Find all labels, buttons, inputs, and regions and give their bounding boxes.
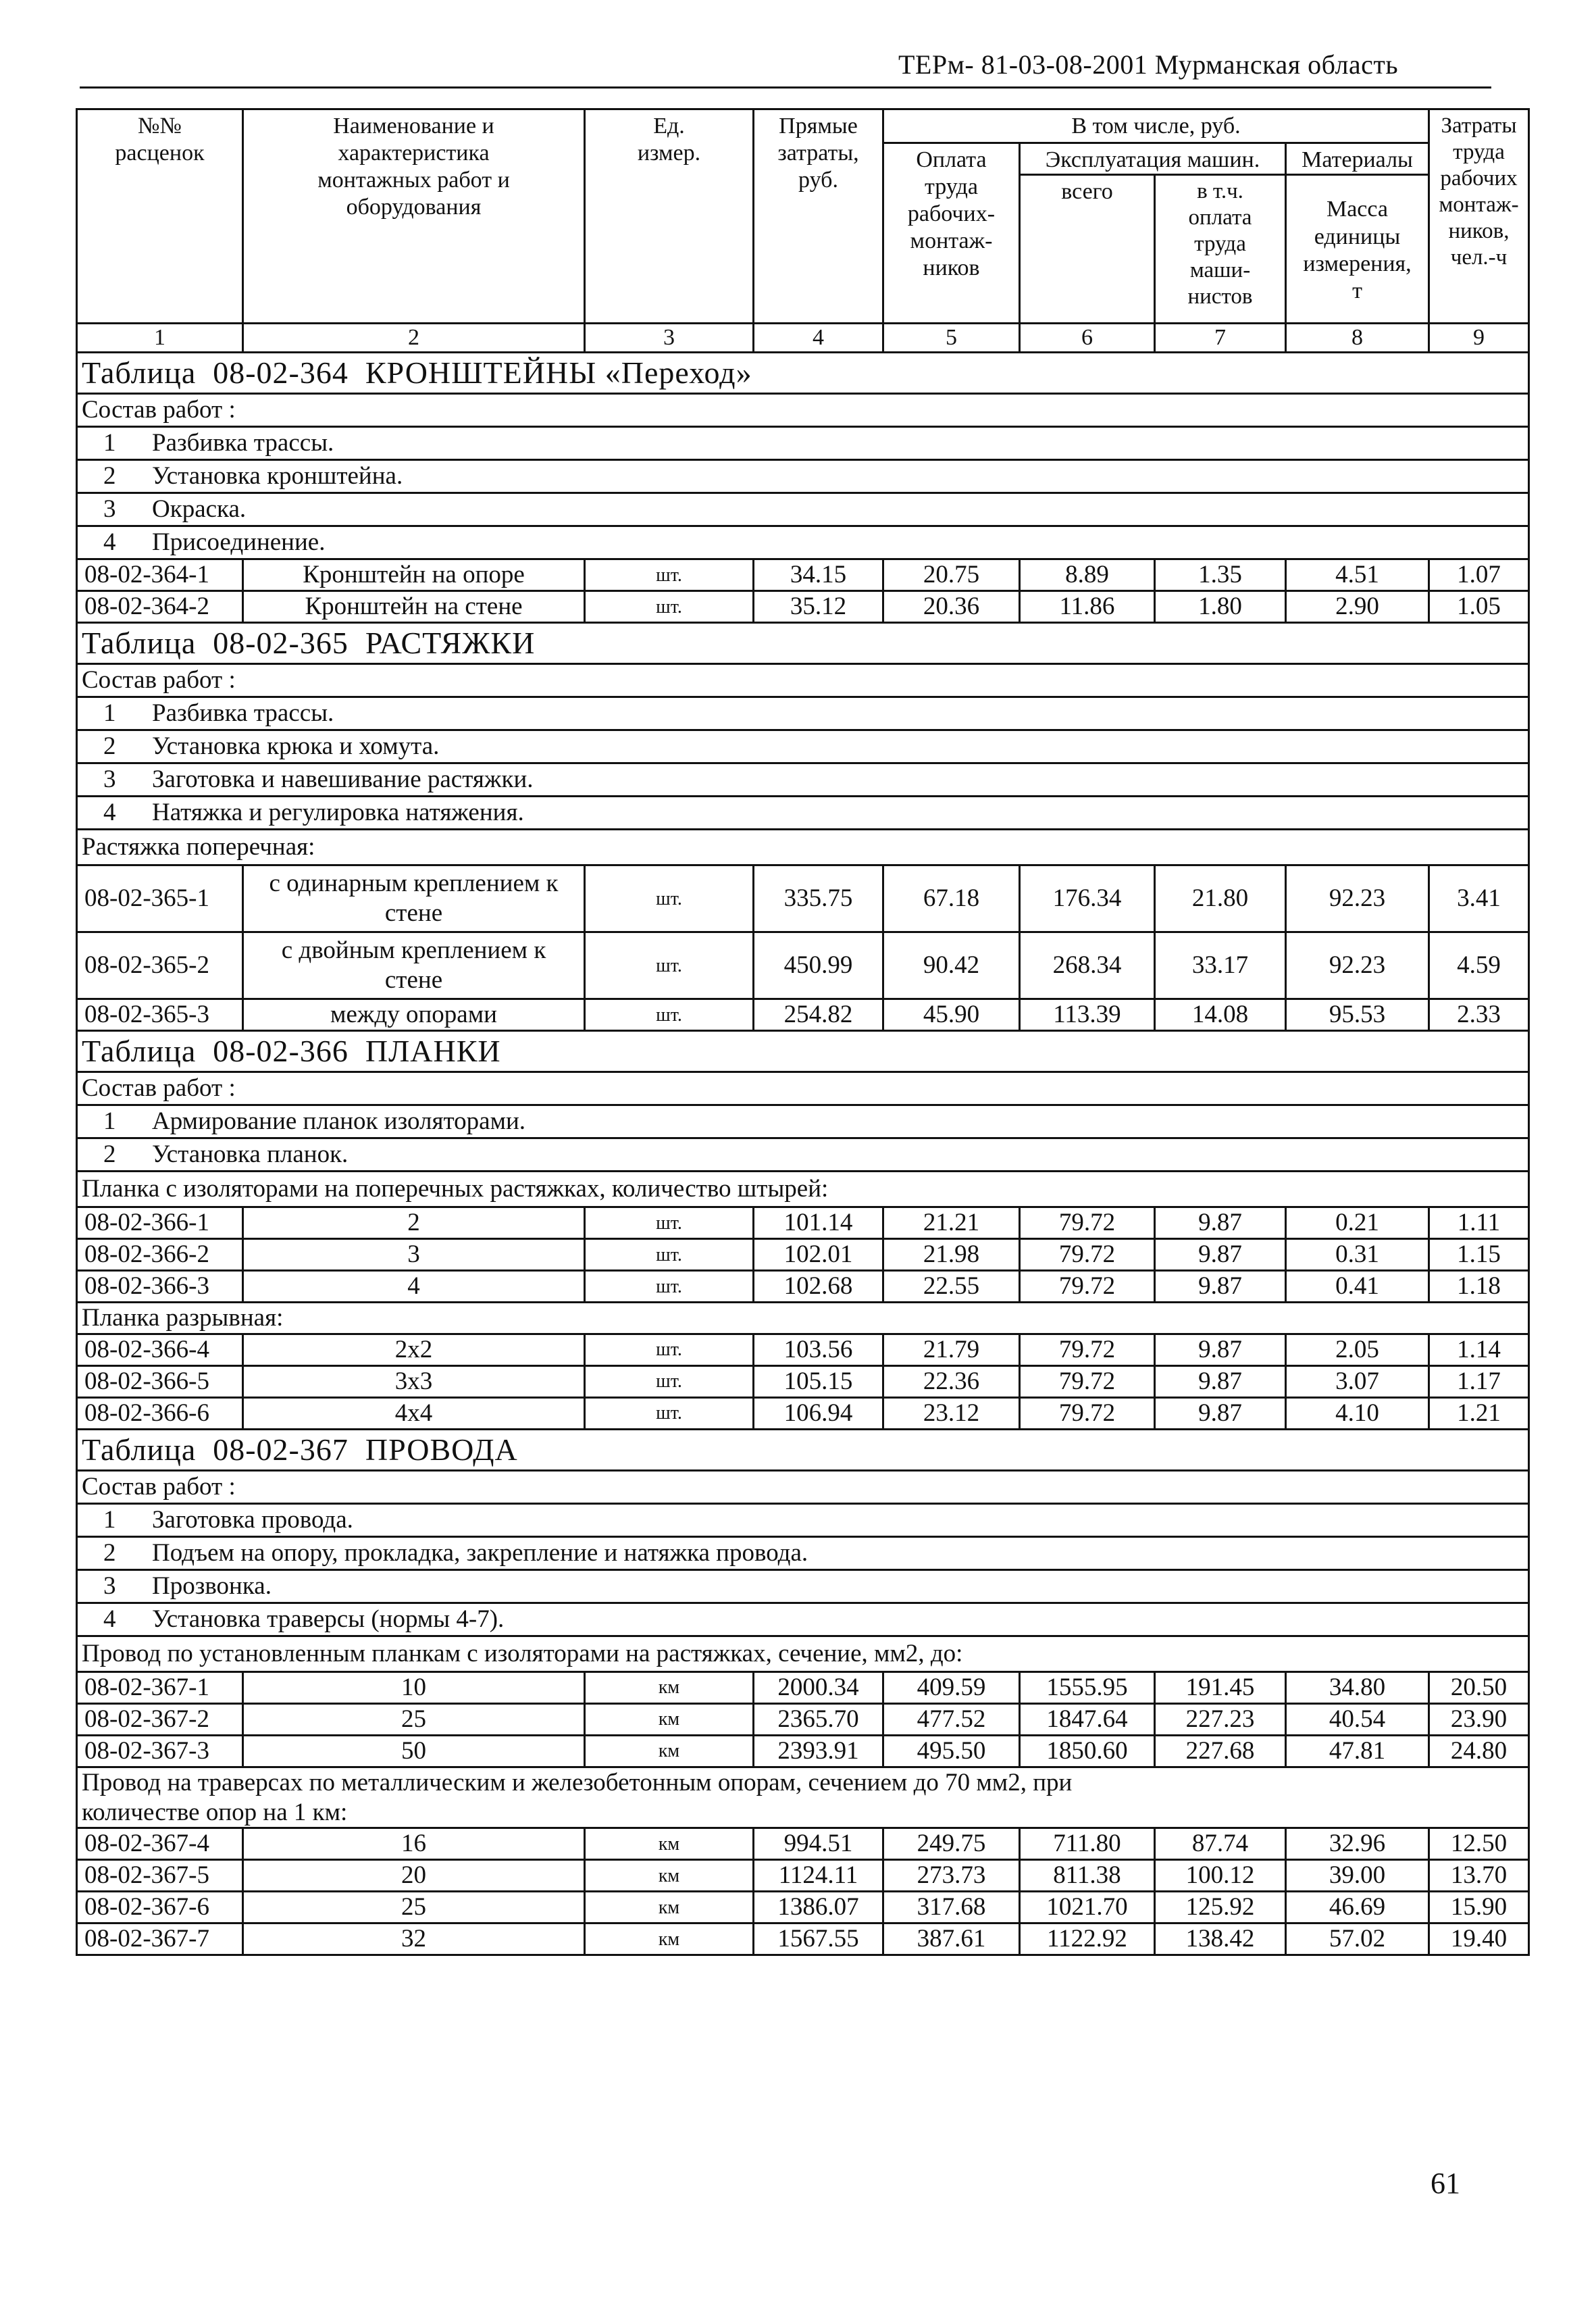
unit-mass: 47.81 <box>1286 1735 1429 1767</box>
unit-mass: 92.23 <box>1286 865 1429 932</box>
direct-costs: 2365.70 <box>754 1703 883 1735</box>
direct-costs: 2000.34 <box>754 1671 883 1703</box>
direct-costs: 103.56 <box>754 1334 883 1365</box>
unit-mass: 0.21 <box>1286 1207 1429 1239</box>
subheading-text: Планка разрывная: <box>77 1303 1529 1334</box>
rate-code: 08-02-367-6 <box>77 1892 243 1923</box>
work-step-label: Окраска. <box>152 495 247 524</box>
table-row <box>77 591 1529 623</box>
table-row <box>77 1923 1529 1955</box>
rate-code: 08-02-366-2 <box>77 1239 243 1271</box>
machinists-pay: 87.74 <box>1155 1828 1286 1860</box>
machines-total: 79.72 <box>1020 1271 1155 1303</box>
header-machinists-pay: в т.ч. оплата труда маши- нистов <box>1155 175 1286 324</box>
subheading-text: Растяжка поперечная: <box>77 830 1529 865</box>
work-name: 3х3 <box>243 1365 585 1397</box>
machinists-pay: 9.87 <box>1155 1207 1286 1239</box>
unit-mass: 2.90 <box>1286 591 1429 623</box>
work-step-label: Установка крюка и хомута. <box>152 732 440 761</box>
section-title <box>77 353 1529 394</box>
unit-mass: 2.05 <box>1286 1334 1429 1365</box>
work-step-label: Разбивка трассы. <box>152 699 334 728</box>
unit: шт. <box>585 865 754 932</box>
unit: км <box>585 1671 754 1703</box>
machines-total: 268.34 <box>1020 932 1155 999</box>
machines-total: 79.72 <box>1020 1397 1155 1429</box>
unit-mass: 39.00 <box>1286 1860 1429 1892</box>
machines-total: 176.34 <box>1020 865 1155 932</box>
work-step-text <box>77 1138 1529 1172</box>
table-row <box>77 1892 1529 1923</box>
unit-mass: 34.80 <box>1286 1671 1429 1703</box>
rate-code: 08-02-364-1 <box>77 559 243 591</box>
composition-label-text: Состав работ : <box>77 664 1529 697</box>
work-step-number: 2 <box>103 462 116 491</box>
page-number: 61 <box>1431 2167 1460 2200</box>
work-step-text <box>77 1569 1529 1603</box>
header-machines-total: всего <box>1020 175 1155 324</box>
table-row <box>77 559 1529 591</box>
labor-hours: 1.15 <box>1429 1239 1529 1271</box>
rate-code: 08-02-366-6 <box>77 1397 243 1429</box>
machinists-pay: 125.92 <box>1155 1892 1286 1923</box>
work-step-label: Установка траверсы (нормы 4-7). <box>152 1605 505 1634</box>
unit-mass: 32.96 <box>1286 1828 1429 1860</box>
labor-hours: 1.11 <box>1429 1207 1529 1239</box>
unit: км <box>585 1828 754 1860</box>
composition-label <box>77 1072 1529 1105</box>
labor-pay: 90.42 <box>883 932 1020 999</box>
table-row <box>77 999 1529 1031</box>
machinists-pay: 9.87 <box>1155 1365 1286 1397</box>
header-materials: Материалы <box>1286 143 1429 175</box>
unit: шт. <box>585 559 754 591</box>
labor-pay: 20.75 <box>883 559 1020 591</box>
machinists-pay: 9.87 <box>1155 1271 1286 1303</box>
direct-costs: 102.01 <box>754 1239 883 1271</box>
section-title-text <box>77 1429 1529 1470</box>
work-step-label: Разбивка трассы. <box>152 429 334 457</box>
labor-pay: 22.36 <box>883 1365 1020 1397</box>
rate-code: 08-02-367-5 <box>77 1860 243 1892</box>
rate-code: 08-02-365-1 <box>77 865 243 932</box>
subheading <box>77 830 1529 865</box>
work-step-label: Натяжка и регулировка натяжения. <box>152 799 524 827</box>
labor-hours: 24.80 <box>1429 1735 1529 1767</box>
unit-mass: 95.53 <box>1286 999 1429 1031</box>
work-name: 10 <box>243 1671 585 1703</box>
column-number: 4 <box>754 324 883 353</box>
work-step-number: 2 <box>103 1140 116 1169</box>
work-step-number: 4 <box>103 799 116 827</box>
direct-costs: 35.12 <box>754 591 883 623</box>
labor-hours: 1.07 <box>1429 559 1529 591</box>
work-step-number: 2 <box>103 732 116 761</box>
direct-costs: 2393.91 <box>754 1735 883 1767</box>
unit-mass: 4.51 <box>1286 559 1429 591</box>
unit: км <box>585 1860 754 1892</box>
work-name: 25 <box>243 1892 585 1923</box>
work-step-number: 4 <box>103 528 116 557</box>
work-step-text <box>77 763 1529 797</box>
labor-pay: 495.50 <box>883 1735 1020 1767</box>
rate-code: 08-02-365-2 <box>77 932 243 999</box>
unit-mass: 4.10 <box>1286 1397 1429 1429</box>
section-title <box>77 623 1529 664</box>
direct-costs: 450.99 <box>754 932 883 999</box>
direct-costs: 102.68 <box>754 1271 883 1303</box>
labor-hours: 1.05 <box>1429 591 1529 623</box>
composition-label <box>77 1470 1529 1503</box>
labor-hours: 1.17 <box>1429 1365 1529 1397</box>
running-head: ТЕРм- 81-03-08-2001 Мурманская область <box>898 49 1399 80</box>
rate-code: 08-02-367-1 <box>77 1671 243 1703</box>
work-step-number: 4 <box>103 1605 116 1634</box>
labor-hours: 1.18 <box>1429 1271 1529 1303</box>
composition-label-text: Состав работ : <box>77 394 1529 427</box>
work-step-text <box>77 493 1529 526</box>
column-number: 2 <box>243 324 585 353</box>
header-labor-hours: Затраты труда рабочих монтаж- ников, чел.-ч <box>1429 109 1529 324</box>
work-step <box>77 1138 1529 1172</box>
header-including: В том числе, руб. <box>883 109 1429 143</box>
labor-pay: 67.18 <box>883 865 1020 932</box>
labor-hours: 3.41 <box>1429 865 1529 932</box>
unit: шт. <box>585 1397 754 1429</box>
labor-pay: 409.59 <box>883 1671 1020 1703</box>
direct-costs: 335.75 <box>754 865 883 932</box>
rate-code: 08-02-366-5 <box>77 1365 243 1397</box>
table-row <box>77 1239 1529 1271</box>
column-numbers <box>77 324 1529 353</box>
work-step-label: Заготовка провода. <box>152 1506 353 1534</box>
work-step-label: Армирование планок изоляторами. <box>152 1107 526 1136</box>
labor-pay: 21.79 <box>883 1334 1020 1365</box>
section-title-label: Таблица 08-02-365 РАСТЯЖКИ <box>82 626 536 661</box>
table-row <box>77 1397 1529 1429</box>
column-number: 7 <box>1155 324 1286 353</box>
table-row <box>77 1334 1529 1365</box>
work-step-text <box>77 1105 1529 1138</box>
composition-label <box>77 394 1529 427</box>
labor-pay: 273.73 <box>883 1860 1020 1892</box>
unit: шт. <box>585 1334 754 1365</box>
work-step-label: Прозвонка. <box>152 1572 272 1601</box>
direct-costs: 105.15 <box>754 1365 883 1397</box>
section-title-text <box>77 623 1529 664</box>
labor-pay: 387.61 <box>883 1923 1020 1955</box>
unit: шт. <box>585 1207 754 1239</box>
header-unit-mass: Масса единицы измерения, т <box>1286 175 1429 324</box>
column-number: 3 <box>585 324 754 353</box>
section-title-text <box>77 1031 1529 1072</box>
column-number: 9 <box>1429 324 1529 353</box>
table-row <box>77 865 1529 932</box>
labor-pay: 317.68 <box>883 1892 1020 1923</box>
header-labor-pay: Оплата труда рабочих- монтаж- ников <box>883 143 1020 324</box>
machinists-pay: 1.35 <box>1155 559 1286 591</box>
work-name: Кронштейн на опоре <box>243 559 585 591</box>
work-step-number: 1 <box>103 699 116 728</box>
machinists-pay: 138.42 <box>1155 1923 1286 1955</box>
unit-mass: 40.54 <box>1286 1703 1429 1735</box>
work-step-number: 3 <box>103 495 116 524</box>
work-step <box>77 797 1529 830</box>
machinists-pay: 227.68 <box>1155 1735 1286 1767</box>
unit-mass: 0.31 <box>1286 1239 1429 1271</box>
unit: км <box>585 1703 754 1735</box>
subheading <box>77 1636 1529 1671</box>
work-step <box>77 1503 1529 1536</box>
machines-total: 79.72 <box>1020 1365 1155 1397</box>
unit: км <box>585 1923 754 1955</box>
machines-total: 11.86 <box>1020 591 1155 623</box>
direct-costs: 106.94 <box>754 1397 883 1429</box>
table-row <box>77 1860 1529 1892</box>
work-step-text <box>77 460 1529 493</box>
column-number: 8 <box>1286 324 1429 353</box>
machinists-pay: 21.80 <box>1155 865 1286 932</box>
machinists-pay: 191.45 <box>1155 1671 1286 1703</box>
machinists-pay: 14.08 <box>1155 999 1286 1031</box>
section-title <box>77 1031 1529 1072</box>
column-number: 1 <box>77 324 243 353</box>
work-name: 16 <box>243 1828 585 1860</box>
machines-total: 113.39 <box>1020 999 1155 1031</box>
work-step <box>77 526 1529 559</box>
machines-total: 79.72 <box>1020 1207 1155 1239</box>
header-machines: Эксплуатация машин. <box>1020 143 1286 175</box>
labor-pay: 45.90 <box>883 999 1020 1031</box>
table-row <box>77 1671 1529 1703</box>
labor-hours: 2.33 <box>1429 999 1529 1031</box>
machinists-pay: 33.17 <box>1155 932 1286 999</box>
unit: шт. <box>585 1271 754 1303</box>
section-title <box>77 1429 1529 1470</box>
work-name: с одинарным креплением к стене <box>243 865 585 932</box>
section-title-label: Таблица 08-02-364 КРОНШТЕЙНЫ «Переход» <box>82 355 752 391</box>
direct-costs: 1567.55 <box>754 1923 883 1955</box>
work-step-label: Подъем на опору, прокладка, закрепление и натяжка провода. <box>152 1539 808 1567</box>
work-name: 32 <box>243 1923 585 1955</box>
work-step-number: 2 <box>103 1539 116 1567</box>
table-row <box>77 1703 1529 1735</box>
rate-code: 08-02-367-2 <box>77 1703 243 1735</box>
labor-pay: 20.36 <box>883 591 1020 623</box>
direct-costs: 1124.11 <box>754 1860 883 1892</box>
unit: шт. <box>585 591 754 623</box>
machines-total: 1847.64 <box>1020 1703 1155 1735</box>
work-name: между опорами <box>243 999 585 1031</box>
direct-costs: 34.15 <box>754 559 883 591</box>
work-step-text <box>77 697 1529 730</box>
machines-total: 79.72 <box>1020 1334 1155 1365</box>
machines-total: 79.72 <box>1020 1239 1155 1271</box>
labor-hours: 1.21 <box>1429 1397 1529 1429</box>
labor-hours: 4.59 <box>1429 932 1529 999</box>
work-step <box>77 460 1529 493</box>
work-step-label: Присоединение. <box>152 528 326 557</box>
labor-pay: 22.55 <box>883 1271 1020 1303</box>
rate-code: 08-02-367-3 <box>77 1735 243 1767</box>
unit-mass: 46.69 <box>1286 1892 1429 1923</box>
subheading-text: Планка с изоляторами на поперечных растяжках, количество штырей: <box>77 1172 1529 1207</box>
work-step-text <box>77 526 1529 559</box>
table-row <box>77 932 1529 999</box>
work-step <box>77 1105 1529 1138</box>
work-step-number: 3 <box>103 765 116 794</box>
labor-pay: 21.98 <box>883 1239 1020 1271</box>
machinists-pay: 9.87 <box>1155 1334 1286 1365</box>
work-step-label: Установка кронштейна. <box>152 462 403 491</box>
direct-costs: 994.51 <box>754 1828 883 1860</box>
work-name: 25 <box>243 1703 585 1735</box>
direct-costs: 101.14 <box>754 1207 883 1239</box>
work-step-text <box>77 1603 1529 1636</box>
work-step-text <box>77 797 1529 830</box>
work-step <box>77 697 1529 730</box>
work-name: 2 <box>243 1207 585 1239</box>
unit: км <box>585 1735 754 1767</box>
header-direct-costs: Прямые затраты, руб. <box>754 109 883 324</box>
work-step <box>77 427 1529 460</box>
work-step <box>77 1536 1529 1569</box>
composition-label <box>77 664 1529 697</box>
machinists-pay: 100.12 <box>1155 1860 1286 1892</box>
column-number: 6 <box>1020 324 1155 353</box>
labor-hours: 15.90 <box>1429 1892 1529 1923</box>
machines-total: 1122.92 <box>1020 1923 1155 1955</box>
unit: шт. <box>585 932 754 999</box>
labor-pay: 21.21 <box>883 1207 1020 1239</box>
unit-mass: 3.07 <box>1286 1365 1429 1397</box>
unit-mass: 57.02 <box>1286 1923 1429 1955</box>
work-step <box>77 763 1529 797</box>
work-step-text <box>77 427 1529 460</box>
work-step-number: 1 <box>103 429 116 457</box>
labor-hours: 1.14 <box>1429 1334 1529 1365</box>
labor-hours: 13.70 <box>1429 1860 1529 1892</box>
header-code: №№ расценок <box>77 109 243 324</box>
machines-total: 8.89 <box>1020 559 1155 591</box>
table-header <box>77 109 1529 353</box>
work-step-number: 1 <box>103 1506 116 1534</box>
section-title-label: Таблица 08-02-367 ПРОВОДА <box>82 1432 518 1467</box>
work-step <box>77 1603 1529 1636</box>
work-name: 4х4 <box>243 1397 585 1429</box>
labor-hours: 19.40 <box>1429 1923 1529 1955</box>
table-body <box>77 353 1529 1955</box>
work-step-text <box>77 1536 1529 1569</box>
subheading-text: Провод по установленным планкам с изоляторами на растяжках, сечение, мм2, до: <box>77 1636 1529 1671</box>
labor-pay: 23.12 <box>883 1397 1020 1429</box>
machinists-pay: 227.23 <box>1155 1703 1286 1735</box>
norms-table <box>76 108 1530 1956</box>
work-step-text <box>77 1503 1529 1536</box>
unit: шт. <box>585 1365 754 1397</box>
rate-code: 08-02-366-1 <box>77 1207 243 1239</box>
table-row <box>77 1207 1529 1239</box>
rate-code: 08-02-366-3 <box>77 1271 243 1303</box>
labor-hours: 20.50 <box>1429 1671 1529 1703</box>
header-rule <box>80 86 1491 89</box>
unit-mass: 92.23 <box>1286 932 1429 999</box>
composition-label-text: Состав работ : <box>77 1072 1529 1105</box>
work-name: 2х2 <box>243 1334 585 1365</box>
work-name: с двойным креплением к стене <box>243 932 585 999</box>
header-name: Наименование и характеристика монтажных работ и оборудования <box>243 109 585 324</box>
work-step <box>77 493 1529 526</box>
labor-pay: 249.75 <box>883 1828 1020 1860</box>
machines-total: 1555.95 <box>1020 1671 1155 1703</box>
table-row <box>77 1735 1529 1767</box>
subheading <box>77 1172 1529 1207</box>
work-name: 20 <box>243 1860 585 1892</box>
header-unit: Ед. измер. <box>585 109 754 324</box>
rate-code: 08-02-365-3 <box>77 999 243 1031</box>
machines-total: 811.38 <box>1020 1860 1155 1892</box>
machinists-pay: 9.87 <box>1155 1397 1286 1429</box>
work-name: 50 <box>243 1735 585 1767</box>
direct-costs: 1386.07 <box>754 1892 883 1923</box>
work-step-number: 1 <box>103 1107 116 1136</box>
column-number: 5 <box>883 324 1020 353</box>
machinists-pay: 1.80 <box>1155 591 1286 623</box>
machines-total: 711.80 <box>1020 1828 1155 1860</box>
table-row <box>77 1828 1529 1860</box>
labor-hours: 23.90 <box>1429 1703 1529 1735</box>
work-step <box>77 730 1529 763</box>
direct-costs: 254.82 <box>754 999 883 1031</box>
table-row <box>77 1271 1529 1303</box>
work-step <box>77 1569 1529 1603</box>
rate-code: 08-02-367-7 <box>77 1923 243 1955</box>
labor-hours: 12.50 <box>1429 1828 1529 1860</box>
rate-code: 08-02-367-4 <box>77 1828 243 1860</box>
unit: км <box>585 1892 754 1923</box>
work-step-label: Установка планок. <box>152 1140 349 1169</box>
rate-code: 08-02-364-2 <box>77 591 243 623</box>
composition-label-text: Состав работ : <box>77 1470 1529 1503</box>
table-row <box>77 1365 1529 1397</box>
subheading-text: Провод на траверсах по металлическим и железобетонным опорам, сечением до 70 мм2, при количестве опор на 1 км: <box>77 1767 1529 1828</box>
machinists-pay: 9.87 <box>1155 1239 1286 1271</box>
subheading <box>77 1767 1529 1828</box>
unit: шт. <box>585 1239 754 1271</box>
work-step-text <box>77 730 1529 763</box>
section-title-text <box>77 353 1529 394</box>
subheading <box>77 1303 1529 1334</box>
section-title-label: Таблица 08-02-366 ПЛАНКИ <box>82 1034 501 1069</box>
work-name: 3 <box>243 1239 585 1271</box>
work-step-label: Заготовка и навешивание растяжки. <box>152 765 534 794</box>
machines-total: 1021.70 <box>1020 1892 1155 1923</box>
unit-mass: 0.41 <box>1286 1271 1429 1303</box>
unit: шт. <box>585 999 754 1031</box>
work-name: 4 <box>243 1271 585 1303</box>
work-step-number: 3 <box>103 1572 116 1601</box>
machines-total: 1850.60 <box>1020 1735 1155 1767</box>
rate-code: 08-02-366-4 <box>77 1334 243 1365</box>
work-name: Кронштейн на стене <box>243 591 585 623</box>
labor-pay: 477.52 <box>883 1703 1020 1735</box>
